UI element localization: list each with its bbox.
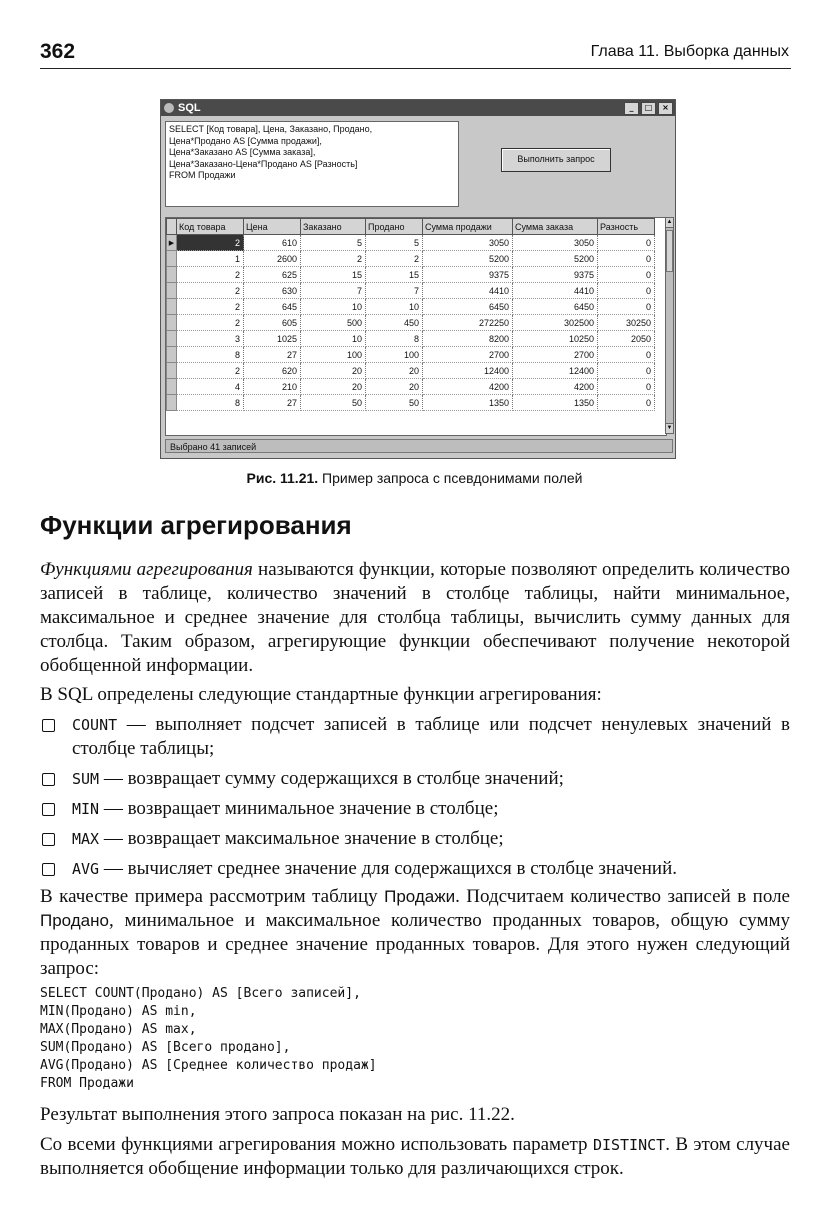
row-selector[interactable]	[167, 363, 177, 379]
table-cell[interactable]: 302500	[513, 315, 598, 331]
table-cell[interactable]: 0	[598, 299, 655, 315]
checkbox-bullet-icon	[42, 863, 55, 876]
current-row-arrow-icon[interactable]: ▶	[167, 235, 177, 251]
table-header-row	[167, 219, 655, 235]
function-name: COUNT	[72, 716, 118, 734]
row-selector[interactable]	[167, 283, 177, 299]
paragraph-text: , минимальное и максимальное количество проданных товаров, общую сумму проданных товаров и среднее значение проданных товаров. Для этого нужен следующий запрос:	[40, 910, 790, 979]
table-cell[interactable]: 6450	[423, 299, 513, 315]
window-title: SQL	[178, 102, 201, 114]
table-cell[interactable]: 4410	[513, 283, 598, 299]
column-header[interactable]: Сумма заказа	[513, 219, 598, 235]
checkbox-bullet-icon	[42, 719, 55, 732]
caption-label: Рис. 11.21.	[246, 470, 319, 486]
table-cell[interactable]: 8	[177, 395, 244, 411]
table-cell[interactable]: 20	[366, 363, 423, 379]
table-row[interactable]	[167, 251, 655, 267]
function-name: SUM	[72, 770, 100, 788]
table-cell[interactable]: 6450	[513, 299, 598, 315]
paragraph-definition	[40, 558, 790, 678]
table-name: Продажи	[384, 887, 456, 906]
list-item	[40, 767, 790, 791]
section-title: Функции агрегирования	[40, 510, 352, 540]
checkbox-bullet-icon	[42, 773, 55, 786]
table-cell[interactable]: 210	[244, 379, 301, 395]
table-cell[interactable]: 2	[177, 315, 244, 331]
table-cell[interactable]: 4410	[423, 283, 513, 299]
function-desc: — возвращает максимальное значение в столбце;	[99, 828, 504, 849]
table-cell[interactable]: 1025	[244, 331, 301, 347]
row-selector[interactable]	[167, 251, 177, 267]
scroll-thumb[interactable]	[666, 230, 673, 272]
table-cell[interactable]: 20	[301, 379, 366, 395]
maximize-icon[interactable]: □	[641, 102, 656, 115]
table-row[interactable]	[167, 235, 655, 251]
list-item	[40, 857, 790, 881]
table-cell[interactable]: 645	[244, 299, 301, 315]
column-header[interactable]: Код товара	[177, 219, 244, 235]
row-selector[interactable]	[167, 379, 177, 395]
table-cell[interactable]: 0	[598, 267, 655, 283]
table-cell[interactable]: 12400	[423, 363, 513, 379]
paragraph-distinct	[40, 1133, 790, 1181]
table-cell[interactable]: 100	[366, 347, 423, 363]
vertical-scrollbar[interactable]	[665, 217, 674, 434]
table-cell[interactable]: 2050	[598, 331, 655, 347]
table-cell[interactable]: 2600	[244, 251, 301, 267]
table-cell[interactable]: 500	[301, 315, 366, 331]
table-cell[interactable]: 272250	[423, 315, 513, 331]
app-icon	[164, 103, 174, 113]
table-cell[interactable]: 50	[301, 395, 366, 411]
paragraph-text: В качестве примера рассмотрим таблицу	[40, 886, 385, 907]
table-cell[interactable]: 3050	[423, 235, 513, 251]
table-cell[interactable]: 20	[301, 363, 366, 379]
table-cell[interactable]: 2700	[513, 347, 598, 363]
table-cell[interactable]: 4200	[513, 379, 598, 395]
table-cell[interactable]: 5200	[423, 251, 513, 267]
table-cell[interactable]: 8200	[423, 331, 513, 347]
status-bar: Выбрано 41 записей	[165, 439, 673, 453]
window-controls	[624, 102, 673, 115]
column-header[interactable]: Цена	[244, 219, 301, 235]
paragraph-text: Со всеми функциями агрегирования можно использовать параметр	[40, 1134, 593, 1155]
close-icon[interactable]: ×	[658, 102, 673, 115]
table-cell[interactable]: 0	[598, 363, 655, 379]
paragraph-text: . Подсчитаем количество записей в поле	[455, 886, 790, 907]
table-cell[interactable]: 630	[244, 283, 301, 299]
paragraph-intro: В SQL определены следующие стандартные функции агрегирования:	[40, 684, 602, 705]
caption-text: Пример запроса с псевдонимами полей	[318, 470, 583, 486]
defined-term: Функциями агрегирования	[40, 559, 253, 580]
column-header[interactable]: Продано	[366, 219, 423, 235]
row-selector[interactable]	[167, 395, 177, 411]
table-cell[interactable]: 9375	[513, 267, 598, 283]
table-cell[interactable]: 50	[366, 395, 423, 411]
table-cell[interactable]: 4200	[423, 379, 513, 395]
table-cell[interactable]: 9375	[423, 267, 513, 283]
table-cell[interactable]: 0	[598, 251, 655, 267]
table-row[interactable]	[167, 299, 655, 315]
function-list	[40, 713, 790, 887]
table-cell[interactable]: 4	[177, 379, 244, 395]
table-row[interactable]	[167, 331, 655, 347]
table-cell[interactable]: 0	[598, 283, 655, 299]
sql-window	[160, 99, 676, 459]
table-cell[interactable]: 20	[366, 379, 423, 395]
table-cell[interactable]: 0	[598, 395, 655, 411]
table-row[interactable]	[167, 347, 655, 363]
table-cell[interactable]: 2	[366, 251, 423, 267]
table-cell[interactable]: 2700	[423, 347, 513, 363]
scroll-up-icon[interactable]: ▲	[666, 218, 673, 228]
function-desc: — возвращает минимальное значение в столбце;	[99, 798, 499, 819]
table-cell[interactable]: 625	[244, 267, 301, 283]
paragraph-example	[40, 885, 790, 981]
table-row[interactable]	[167, 379, 655, 395]
row-selector[interactable]	[167, 267, 177, 283]
table-cell[interactable]: 10	[301, 331, 366, 347]
row-indicator-header	[167, 219, 177, 235]
table-cell[interactable]: 10250	[513, 331, 598, 347]
function-name: AVG	[72, 860, 100, 878]
table-cell[interactable]: 0	[598, 235, 655, 251]
results-grid[interactable]	[165, 217, 667, 436]
sql-query-editor[interactable]: SELECT [Код товара], Цена, Заказано, Продано, Цена*Продано AS [Сумма продажи], Цена*Заказано AS [Сумма заказа], Цена*Заказано-Цена*Продано AS [Разность] FROM Продажи	[165, 121, 459, 207]
table-row[interactable]	[167, 283, 655, 299]
table-row[interactable]	[167, 363, 655, 379]
row-selector[interactable]	[167, 299, 177, 315]
function-desc: — вычисляет среднее значение для содержащихся в столбце значений.	[99, 858, 678, 879]
table-cell[interactable]: 3	[177, 331, 244, 347]
table-cell[interactable]: 3050	[513, 235, 598, 251]
figure-caption	[0, 470, 829, 486]
table-cell[interactable]: 10	[301, 299, 366, 315]
table-cell[interactable]: 610	[244, 235, 301, 251]
table-row[interactable]	[167, 395, 655, 411]
window-titlebar	[161, 100, 675, 116]
scroll-down-icon[interactable]: ▼	[666, 425, 673, 431]
table-cell[interactable]: 7	[301, 283, 366, 299]
table-cell[interactable]: 2	[177, 267, 244, 283]
paragraph-text: . В этом случае выполняется обобщение информации только для различающихся строк.	[40, 1134, 790, 1179]
table-cell[interactable]: 15	[301, 267, 366, 283]
table-cell[interactable]: 1350	[513, 395, 598, 411]
column-header[interactable]: Заказано	[301, 219, 366, 235]
table-cell[interactable]: 12400	[513, 363, 598, 379]
function-desc: — возвращает сумму содержащихся в столбце значений;	[99, 768, 564, 789]
function-name: MAX	[72, 830, 100, 848]
table-cell[interactable]: 2	[177, 299, 244, 315]
table-row[interactable]	[167, 315, 655, 331]
table-cell[interactable]: 450	[366, 315, 423, 331]
table-cell[interactable]: 30250	[598, 315, 655, 331]
function-desc: — выполняет подсчет записей в таблице или подсчет ненулевых значений в столбце таблицы;	[72, 714, 790, 759]
table-cell[interactable]: 605	[244, 315, 301, 331]
table-cell[interactable]: 2	[177, 363, 244, 379]
chapter-title: Глава 11. Выборка данных	[590, 43, 789, 60]
table-cell[interactable]: 7	[366, 283, 423, 299]
column-header[interactable]: Разность	[598, 219, 655, 235]
column-header[interactable]: Сумма продажи	[423, 219, 513, 235]
table-cell[interactable]: 5	[301, 235, 366, 251]
distinct-keyword: DISTINCT	[592, 1136, 666, 1154]
function-name: MIN	[72, 800, 100, 818]
checkbox-bullet-icon	[42, 803, 55, 816]
header-rule	[40, 68, 791, 69]
table-cell[interactable]: 15	[366, 267, 423, 283]
table-cell[interactable]: 2	[301, 251, 366, 267]
table-cell[interactable]: 27	[244, 347, 301, 363]
list-item	[40, 827, 790, 851]
paragraph-text: называются функции, которые позволяют определить количество записей в таблице, количество значений в столбце таблицы, найти минимальное, максимальное и среднее значение для столбца таблицы, вычислить сумму данных для столбца. Таким образом, агрегирующие функции обеспечивают получение некоторой обобщенной информации.	[40, 559, 790, 676]
sql-code-block: SELECT COUNT(Продано) AS [Всего записей], MIN(Продано) AS min, MAX(Продано) AS max, SUM(Продано) AS [Всего продано], AVG(Продано) AS [Среднее количество продаж] FROM Продажи	[40, 986, 377, 1091]
minimize-icon[interactable]: _	[624, 102, 639, 115]
table-cell[interactable]: 10	[366, 299, 423, 315]
row-selector[interactable]	[167, 331, 177, 347]
list-item	[40, 797, 790, 821]
run-query-button[interactable]: Выполнить запрос	[501, 148, 611, 172]
table-cell[interactable]: 620	[244, 363, 301, 379]
paragraph-result: Результат выполнения этого запроса показан на рис. 11.22.	[40, 1104, 515, 1125]
row-selector[interactable]	[167, 315, 177, 331]
table-cell[interactable]: 27	[244, 395, 301, 411]
table-cell[interactable]: 8	[177, 347, 244, 363]
table-cell[interactable]: 2	[177, 235, 244, 251]
table-cell[interactable]: 0	[598, 379, 655, 395]
table-cell[interactable]: 8	[366, 331, 423, 347]
results-table	[166, 218, 655, 411]
table-cell[interactable]: 100	[301, 347, 366, 363]
table-cell[interactable]: 5200	[513, 251, 598, 267]
row-selector[interactable]	[167, 347, 177, 363]
table-cell[interactable]: 2	[177, 283, 244, 299]
list-item	[40, 713, 790, 761]
page-number: 362	[40, 40, 76, 63]
table-cell[interactable]: 1	[177, 251, 244, 267]
field-name: Продано	[40, 911, 109, 930]
table-cell[interactable]: 5	[366, 235, 423, 251]
table-cell[interactable]: 1350	[423, 395, 513, 411]
table-cell[interactable]: 0	[598, 347, 655, 363]
table-row[interactable]	[167, 267, 655, 283]
checkbox-bullet-icon	[42, 833, 55, 846]
